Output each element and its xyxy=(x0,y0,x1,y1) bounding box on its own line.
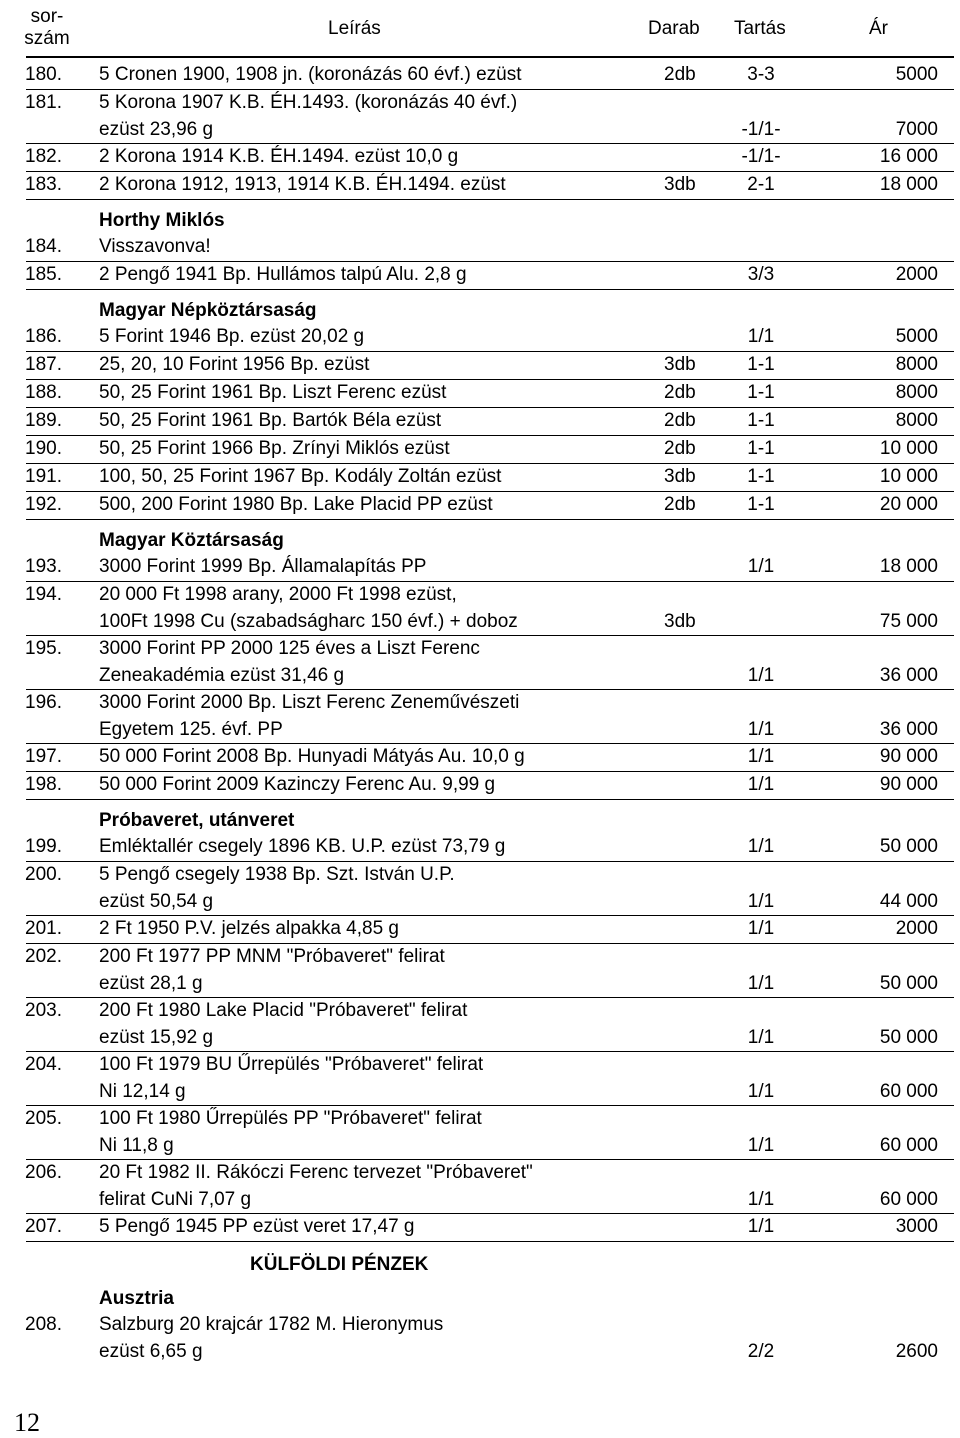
table-row xyxy=(0,436,960,464)
item-tartas: 2/2 xyxy=(747,1341,775,1362)
item-description: 200 Ft 1977 PP MNM "Próbaveret" felirat xyxy=(99,946,445,967)
item-number: 191. xyxy=(25,466,62,487)
item-number: 181. xyxy=(25,92,62,113)
header-ar: Ár xyxy=(869,18,888,39)
item-darab: 2db xyxy=(664,64,696,85)
table-row xyxy=(0,352,960,380)
item-tartas: 1/1 xyxy=(747,719,775,740)
table-row xyxy=(0,408,960,436)
item-price: 50 000 xyxy=(879,1027,938,1048)
table-row xyxy=(0,172,960,200)
item-description: ezüst 6,65 g xyxy=(99,1341,203,1362)
item-description: 2 Pengő 1941 Bp. Hullámos talpú Alu. 2,8 g xyxy=(99,264,467,285)
item-description: 3000 Forint PP 2000 125 éves a Liszt Ferenc xyxy=(99,638,480,659)
row-divider xyxy=(26,799,954,800)
item-price: 5000 xyxy=(895,64,938,85)
item-tartas: -1/1- xyxy=(741,119,781,140)
item-description: felirat CuNi 7,07 g xyxy=(99,1189,252,1210)
item-tartas: 1/1 xyxy=(747,1081,775,1102)
item-number: 202. xyxy=(25,946,62,967)
table-row xyxy=(0,916,960,944)
item-number: 188. xyxy=(25,382,62,403)
item-price: 16 000 xyxy=(879,146,938,167)
item-tartas: 1/1 xyxy=(747,1189,775,1210)
item-description: ezüst 50,54 g xyxy=(99,891,214,912)
table-row xyxy=(0,1160,960,1214)
item-description: 5 Korona 1907 K.B. ÉH.1493. (koronázás 40 évf.) xyxy=(99,92,518,113)
item-darab: 3db xyxy=(664,354,696,375)
item-number: 187. xyxy=(25,354,62,375)
item-description: Ni 12,14 g xyxy=(99,1081,186,1102)
item-description: 5 Pengő csegely 1938 Bp. Szt. István U.P. xyxy=(99,864,455,885)
item-darab: 3db xyxy=(664,466,696,487)
item-description: Egyetem 125. évf. PP xyxy=(99,719,283,740)
table-row xyxy=(0,772,960,800)
item-price: 20 000 xyxy=(879,494,938,515)
item-number: 180. xyxy=(25,64,62,85)
item-description: 2 Korona 1914 K.B. ÉH.1494. ezüst 10,0 g xyxy=(99,146,459,167)
item-description: Emléktallér csegely 1896 KB. U.P. ezüst 73,79 g xyxy=(99,836,506,857)
item-price: 3000 xyxy=(895,1216,938,1237)
item-number: 207. xyxy=(25,1216,62,1237)
item-number: 204. xyxy=(25,1054,62,1075)
table-row xyxy=(0,998,960,1052)
item-tartas: 1-1 xyxy=(747,410,775,431)
item-description: 20 000 Ft 1998 arany, 2000 Ft 1998 ezüst, xyxy=(99,584,457,605)
item-number: 183. xyxy=(25,174,62,195)
table-row xyxy=(0,464,960,492)
item-number: 189. xyxy=(25,410,62,431)
table-row xyxy=(0,234,960,262)
item-price: 8000 xyxy=(895,382,938,403)
item-darab: 3db xyxy=(664,174,696,195)
item-tartas: 2-1 xyxy=(747,174,775,195)
item-price: 50 000 xyxy=(879,836,938,857)
item-price: 2600 xyxy=(895,1341,938,1362)
item-description: 500, 200 Forint 1980 Bp. Lake Placid PP ezüst xyxy=(99,494,493,515)
item-number: 208. xyxy=(25,1314,62,1335)
table-row xyxy=(0,144,960,172)
item-price: 44 000 xyxy=(879,891,938,912)
item-darab: 2db xyxy=(664,410,696,431)
item-number: 195. xyxy=(25,638,62,659)
item-number: 193. xyxy=(25,556,62,577)
table-row xyxy=(0,1052,960,1106)
item-tartas: 1/1 xyxy=(747,665,775,686)
item-darab: 2db xyxy=(664,494,696,515)
item-number: 196. xyxy=(25,692,62,713)
item-number: 197. xyxy=(25,746,62,767)
item-price: 18 000 xyxy=(879,556,938,577)
table-row xyxy=(0,62,960,90)
item-darab: 3db xyxy=(664,611,696,632)
item-tartas: 1/1 xyxy=(747,1027,775,1048)
table-row xyxy=(0,744,960,772)
item-tartas: 3-3 xyxy=(747,64,775,85)
item-number: 198. xyxy=(25,774,62,795)
item-number: 205. xyxy=(25,1108,62,1129)
header-darab: Darab xyxy=(648,18,700,39)
item-description: 2 Ft 1950 P.V. jelzés alpakka 4,85 g xyxy=(99,918,399,939)
table-row xyxy=(0,1312,960,1366)
table-row xyxy=(0,690,960,744)
header-sorszam: sor- szám xyxy=(24,6,70,49)
item-number: 203. xyxy=(25,1000,62,1021)
item-price: 60 000 xyxy=(879,1135,938,1156)
item-description: 200 Ft 1980 Lake Placid "Próbaveret" felirat xyxy=(99,1000,468,1021)
item-price: 36 000 xyxy=(879,665,938,686)
item-description: Visszavonva! xyxy=(99,236,211,257)
item-price: 2000 xyxy=(895,264,938,285)
item-tartas: 1/1 xyxy=(747,891,775,912)
page-number: 12 xyxy=(14,1408,40,1437)
row-divider xyxy=(26,519,954,520)
table-row xyxy=(0,554,960,582)
item-description: 50, 25 Forint 1966 Bp. Zrínyi Miklós ezüst xyxy=(99,438,450,459)
item-tartas: 1/1 xyxy=(747,1216,775,1237)
table-row xyxy=(0,582,960,636)
header-rule xyxy=(26,56,954,58)
table-row xyxy=(0,90,960,144)
table-row xyxy=(0,944,960,998)
section-heading: Magyar Köztársaság xyxy=(99,530,284,551)
item-price: 90 000 xyxy=(879,746,938,767)
foreign-coins-title: KÜLFÖLDI PÉNZEK xyxy=(250,1254,429,1275)
item-description: 50, 25 Forint 1961 Bp. Liszt Ferenc ezüst xyxy=(99,382,447,403)
item-tartas: 1/1 xyxy=(747,918,775,939)
header-leiras: Leírás xyxy=(328,18,381,39)
item-description: ezüst 28,1 g xyxy=(99,973,203,994)
item-description: Zeneakadémia ezüst 31,46 g xyxy=(99,665,345,686)
section-heading: Ausztria xyxy=(99,1288,174,1309)
item-number: 185. xyxy=(25,264,62,285)
item-number: 206. xyxy=(25,1162,62,1183)
table-row xyxy=(0,636,960,690)
item-price: 2000 xyxy=(895,918,938,939)
item-tartas: 3/3 xyxy=(747,264,775,285)
item-description: Ni 11,8 g xyxy=(99,1135,174,1156)
item-description: 100 Ft 1979 BU Űrrepülés "Próbaveret" felirat xyxy=(99,1054,484,1075)
item-description: 50 000 Forint 2009 Kazinczy Ferenc Au. 9,99 g xyxy=(99,774,496,795)
table-row xyxy=(0,1106,960,1160)
item-price: 60 000 xyxy=(879,1189,938,1210)
item-price: 7000 xyxy=(895,119,938,140)
table-row xyxy=(0,834,960,862)
item-tartas: 1/1 xyxy=(747,973,775,994)
item-tartas: 1-1 xyxy=(747,438,775,459)
item-tartas: 1/1 xyxy=(747,556,775,577)
item-price: 5000 xyxy=(895,326,938,347)
row-divider xyxy=(26,289,954,290)
section-heading: Magyar Népköztársaság xyxy=(99,300,317,321)
item-price: 75 000 xyxy=(879,611,938,632)
item-number: 190. xyxy=(25,438,62,459)
item-tartas: 1-1 xyxy=(747,382,775,403)
item-price: 18 000 xyxy=(879,174,938,195)
item-description: 2 Korona 1912, 1913, 1914 K.B. ÉH.1494. ezüst xyxy=(99,174,506,195)
item-description: ezüst 23,96 g xyxy=(99,119,214,140)
item-price: 8000 xyxy=(895,410,938,431)
header-tartas: Tartás xyxy=(734,18,786,39)
item-price: 10 000 xyxy=(879,466,938,487)
item-description: 100, 50, 25 Forint 1967 Bp. Kodály Zoltán ezüst xyxy=(99,466,502,487)
item-tartas: 1/1 xyxy=(747,326,775,347)
item-description: 3000 Forint 1999 Bp. Államalapítás PP xyxy=(99,556,427,577)
table-row xyxy=(0,324,960,352)
item-tartas: 1-1 xyxy=(747,494,775,515)
item-description: ezüst 15,92 g xyxy=(99,1027,214,1048)
table-row xyxy=(0,380,960,408)
item-darab: 2db xyxy=(664,382,696,403)
item-darab: 2db xyxy=(664,438,696,459)
item-number: 201. xyxy=(25,918,62,939)
item-price: 60 000 xyxy=(879,1081,938,1102)
item-number: 199. xyxy=(25,836,62,857)
item-price: 50 000 xyxy=(879,973,938,994)
item-description: 5 Forint 1946 Bp. ezüst 20,02 g xyxy=(99,326,365,347)
row-divider xyxy=(26,199,954,200)
item-number: 182. xyxy=(25,146,62,167)
item-tartas: 1/1 xyxy=(747,746,775,767)
row-divider xyxy=(26,1241,954,1242)
item-description: 5 Cronen 1900, 1908 jn. (koronázás 60 évf.) ezüst xyxy=(99,64,522,85)
item-tartas: 1-1 xyxy=(747,466,775,487)
section-heading: Horthy Miklós xyxy=(99,210,225,231)
item-tartas: 1/1 xyxy=(747,1135,775,1156)
item-tartas: 1/1 xyxy=(747,836,775,857)
item-number: 200. xyxy=(25,864,62,885)
item-number: 186. xyxy=(25,326,62,347)
item-price: 90 000 xyxy=(879,774,938,795)
table-row xyxy=(0,1214,960,1242)
table-row xyxy=(0,262,960,290)
item-price: 8000 xyxy=(895,354,938,375)
item-description: 20 Ft 1982 II. Rákóczi Ferenc tervezet "Próbaveret" xyxy=(99,1162,533,1183)
item-description: Salzburg 20 krajcár 1782 M. Hieronymus xyxy=(99,1314,444,1335)
section-heading: Próbaveret, utánveret xyxy=(99,810,295,831)
item-description: 100 Ft 1980 Űrrepülés PP "Próbaveret" felirat xyxy=(99,1108,482,1129)
item-number: 192. xyxy=(25,494,62,515)
item-description: 3000 Forint 2000 Bp. Liszt Ferenc Zeneművészeti xyxy=(99,692,520,713)
table-row xyxy=(0,492,960,520)
item-price: 10 000 xyxy=(879,438,938,459)
item-description: 50 000 Forint 2008 Bp. Hunyadi Mátyás Au. 10,0 g xyxy=(99,746,525,767)
item-description: 100Ft 1998 Cu (szabadságharc 150 évf.) + doboz xyxy=(99,611,518,632)
item-price: 36 000 xyxy=(879,719,938,740)
table-row xyxy=(0,862,960,916)
item-description: 50, 25 Forint 1961 Bp. Bartók Béla ezüst xyxy=(99,410,442,431)
item-tartas: 1/1 xyxy=(747,774,775,795)
item-description: 5 Pengő 1945 PP ezüst veret 17,47 g xyxy=(99,1216,415,1237)
item-description: 25, 20, 10 Forint 1956 Bp. ezüst xyxy=(99,354,370,375)
item-tartas: 1-1 xyxy=(747,354,775,375)
table-header xyxy=(0,0,960,58)
item-tartas: -1/1- xyxy=(741,146,781,167)
item-number: 194. xyxy=(25,584,62,605)
item-number: 184. xyxy=(25,236,62,257)
